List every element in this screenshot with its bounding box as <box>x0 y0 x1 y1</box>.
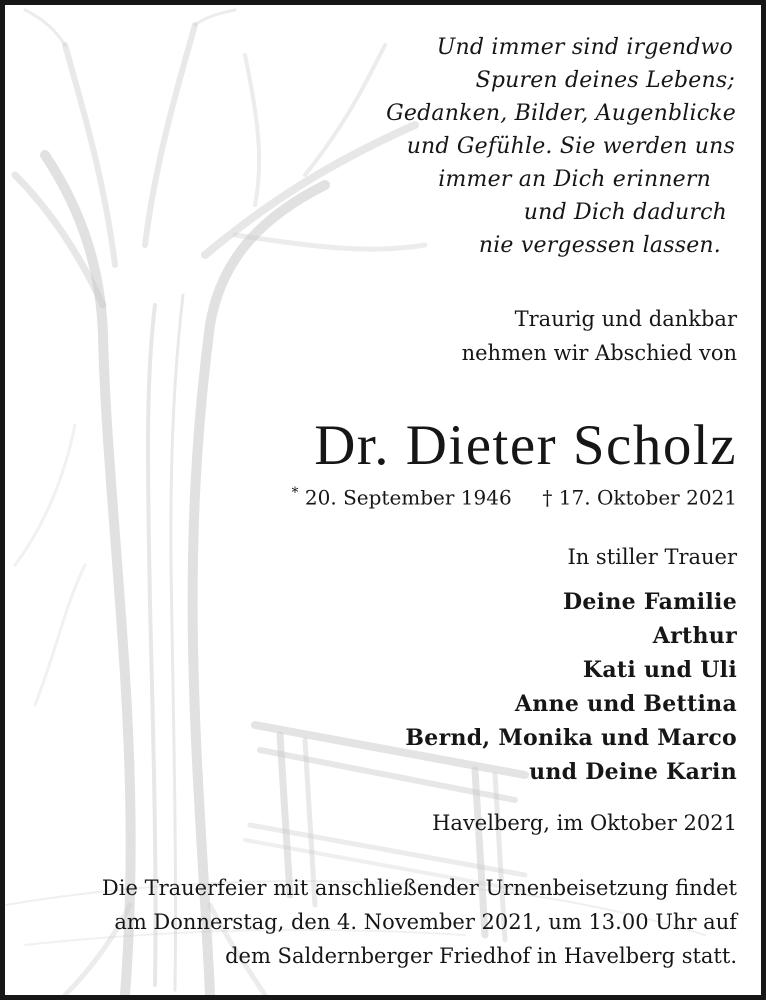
mourner-name: und Deine Karin <box>529 759 737 785</box>
intro-line-2: nehmen wir Abschied von <box>461 341 737 365</box>
service-line: am Donnerstag, den 4. November 2021, um 13.00 Uhr auf <box>114 910 737 934</box>
poem-line: Gedanken, Bilder, Augenblicke <box>386 101 736 126</box>
mourner-name: Anne und Bettina <box>514 691 737 717</box>
mourning-label: In stiller Trauer <box>567 545 737 569</box>
deceased-name: Dr. Dieter Scholz <box>314 414 737 477</box>
intro-line-1: Traurig und dankbar <box>514 307 737 331</box>
poem-line: immer an Dich erinnern <box>438 167 711 192</box>
death-date: 17. Oktober 2021 <box>558 485 737 510</box>
mourner-name: Bernd, Monika und Marco <box>405 725 737 751</box>
funeral-service-info <box>102 871 737 973</box>
service-line: Die Trauerfeier mit anschließender Urnenbeisetzung findet <box>101 876 737 900</box>
poem-line: Spuren deines Lebens; <box>475 68 735 93</box>
life-dates <box>292 485 737 510</box>
mourner-name: Arthur <box>652 623 737 649</box>
death-symbol: † <box>542 485 553 510</box>
place-and-date: Havelberg, im Oktober 2021 <box>432 811 737 835</box>
poem-line: nie vergessen lassen. <box>478 233 721 258</box>
birth-date: 20. September 1946 <box>304 485 512 510</box>
mourner-name: Deine Familie <box>562 589 737 615</box>
poem-line: und Dich dadurch <box>523 200 727 225</box>
mourner-name: Kati und Uli <box>582 657 737 683</box>
service-line: dem Saldernberger Friedhof in Havelberg statt. <box>225 944 737 968</box>
poem-line: und Gefühle. Sie werden uns <box>406 134 735 159</box>
birth-symbol: * <box>291 485 299 501</box>
poem-line: Und immer sind irgendwo <box>436 35 733 60</box>
